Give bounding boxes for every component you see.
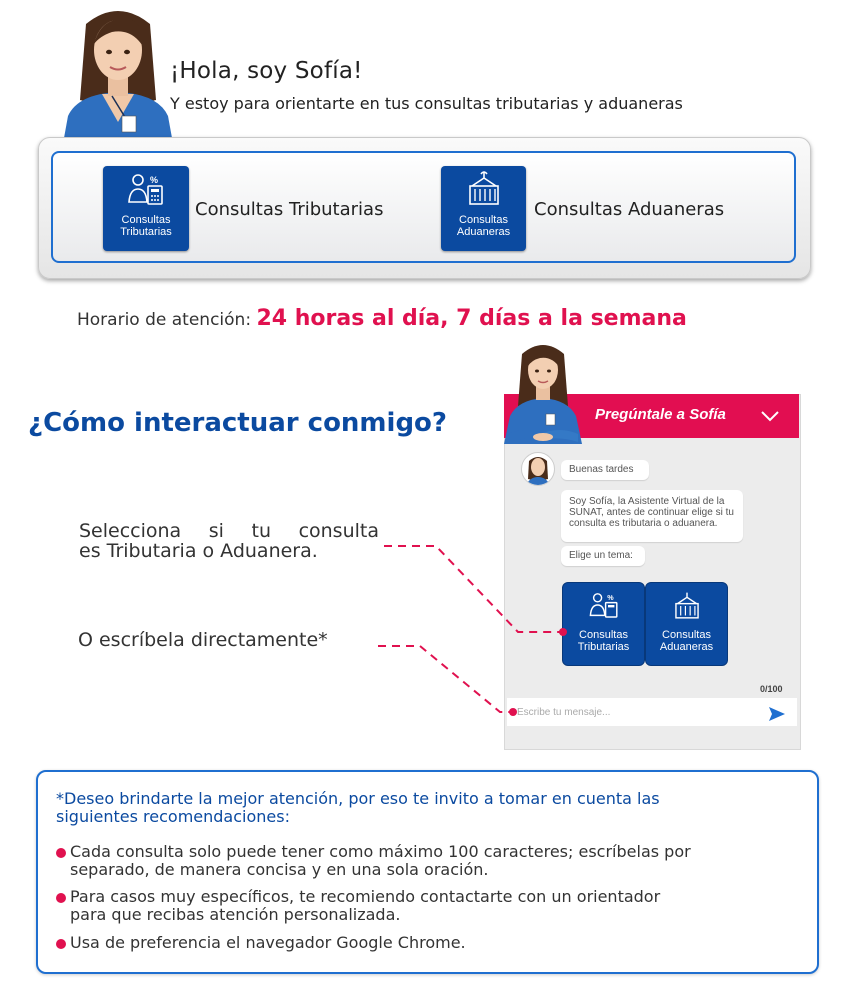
hero-subtitle: Y estoy para orientarte en tus consultas tributarias y aduaneras: [170, 94, 683, 113]
horario-value: 24 horas al día, 7 días a la semana: [256, 306, 687, 331]
step-select-line2: es Tributaria o Aduanera.: [79, 540, 318, 562]
bullet-dot: [56, 893, 66, 903]
aduaneras-label[interactable]: Consultas Aduaneras: [534, 199, 725, 220]
bullet-1: [70, 843, 805, 879]
chat-tile-line2: Tributarias: [577, 641, 630, 653]
recommendations-intro: [56, 790, 796, 826]
step-write: O escríbela directamente*: [78, 629, 328, 651]
chat-tile-line1: Consultas: [579, 629, 628, 641]
chat-intro-line2: SUNAT, antes de continuar elige si tu: [569, 507, 734, 518]
chat-tile-line2: Aduaneras: [659, 641, 714, 653]
chat-title: Pregúntale a Sofía: [595, 406, 726, 423]
chat-prompt: Elige un tema:: [561, 546, 645, 566]
tributarias-label[interactable]: Consultas Tributarias: [195, 199, 384, 220]
tile-line2: Aduaneras: [456, 226, 511, 238]
como-title: ¿Cómo interactuar conmigo?: [28, 408, 447, 438]
bullet-3: Usa de preferencia el navegador Google Chrome.: [70, 933, 466, 952]
chat-tile-line1: Consultas: [662, 629, 711, 641]
char-counter: 0/100: [760, 684, 783, 694]
bullet-1-line1: Cada consulta solo puede tener como máximo 100 caracteres; escríbelas por: [70, 842, 691, 861]
bullet-2-line2: para que recibas atención personalizada.: [70, 905, 401, 924]
svg-text:%: %: [150, 175, 159, 185]
intro-line2: siguientes recomendaciones:: [56, 807, 290, 826]
horario-label: Horario de atención:: [77, 310, 252, 330]
intro-line1: *Deseo brindarte la mejor atención, por eso te invito a tomar en cuenta las: [56, 789, 660, 808]
bullet-1-line2: separado, de manera concisa y en una sola oración.: [70, 860, 489, 879]
bullet-dot: [56, 939, 66, 949]
bullet-2: [70, 888, 805, 924]
bullet-dot: [56, 848, 66, 858]
step-select-line1: Selecciona si tu consulta: [79, 520, 379, 542]
chat-greeting: Buenas tardes: [561, 460, 649, 480]
chat-intro-line1: Soy Sofía, la Asistente Virtual de la: [569, 496, 725, 507]
tile-line1: Consultas: [121, 214, 171, 226]
bullet-2-line1: Para casos muy específicos, te recomiendo contactarte con un orientador: [70, 887, 661, 906]
hero-title: ¡Hola, soy Sofía!: [170, 58, 363, 84]
tile-line1: Consultas: [459, 214, 508, 226]
chat-intro-line3: consulta es tributaria o aduanera.: [569, 518, 718, 529]
tile-line2: Tributarias: [120, 226, 172, 238]
svg-text:%: %: [606, 593, 614, 603]
